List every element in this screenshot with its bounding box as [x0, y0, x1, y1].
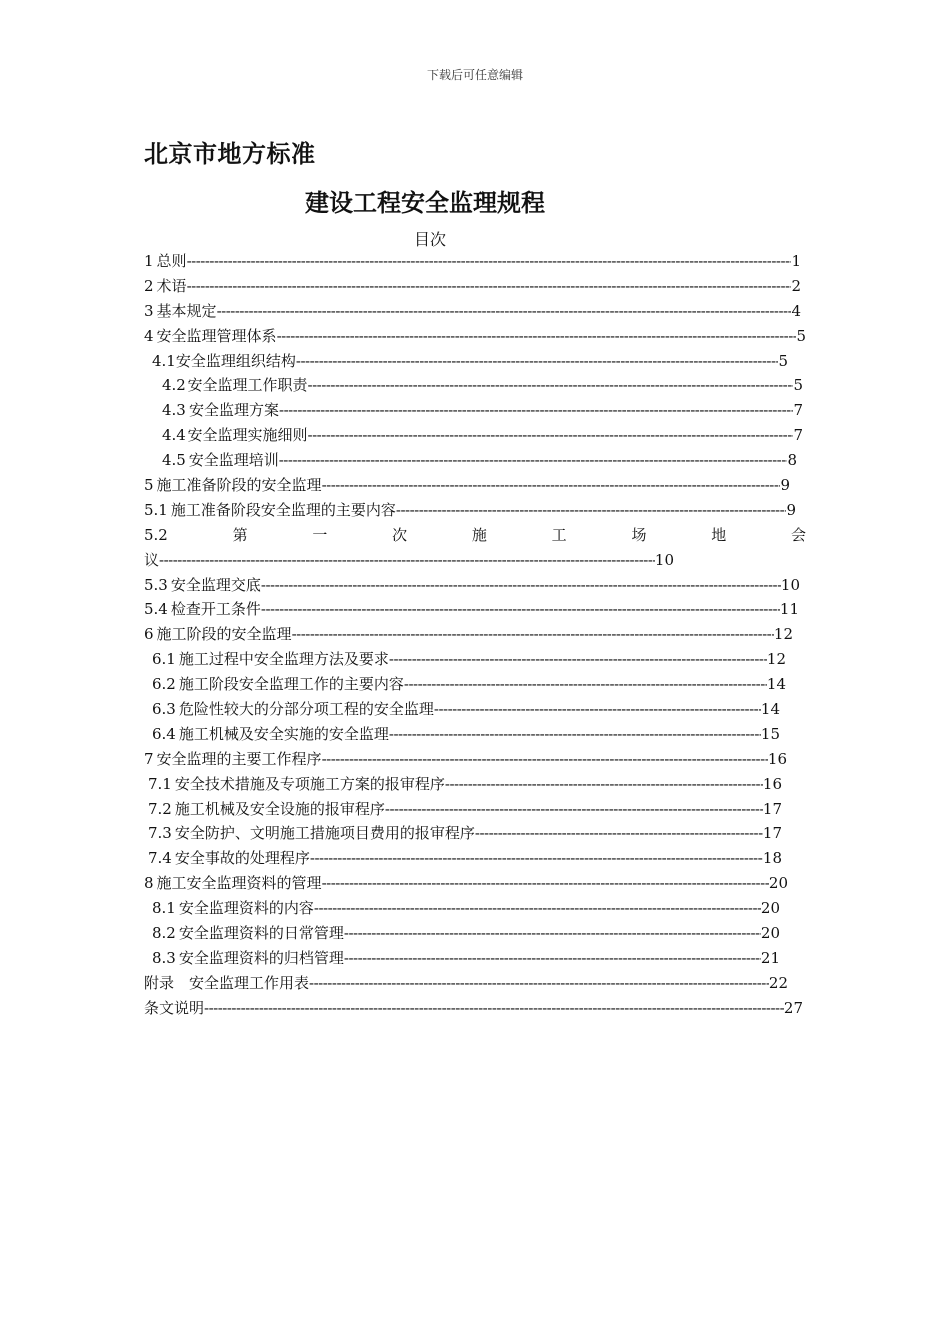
toc-leader: [204, 996, 784, 1021]
toc-entry-number: 8.1: [152, 899, 176, 918]
toc-entry-title-char: 场: [631, 525, 647, 544]
toc-entry-page: 22: [768, 973, 788, 992]
toc-entry-title: 施工安全监理资料的管理: [156, 874, 322, 893]
toc-entry[interactable]: [144, 896, 780, 921]
toc-entry-title: 安全监理工作职责: [187, 376, 308, 395]
toc-leader: [159, 548, 655, 573]
toc-entry-title-char: 一: [312, 525, 328, 544]
toc-entry[interactable]: [144, 523, 806, 573]
toc-entry[interactable]: [144, 747, 787, 772]
toc-entry-number: 5: [144, 476, 154, 495]
toc-entry-title: 施工准备阶段的安全监理: [156, 476, 322, 495]
toc-entry-title-char: 工: [551, 525, 567, 544]
toc-entry-wrap-line: [144, 548, 674, 573]
toc-entry-number: 6: [144, 625, 154, 644]
toc-leader: [187, 274, 792, 299]
toc-entry-title-char: 第: [232, 525, 248, 544]
toc-entry[interactable]: [144, 349, 788, 374]
toc-entry-page: 9: [780, 476, 790, 495]
toc-entry-number: 8: [144, 874, 154, 893]
toc-entry[interactable]: [144, 697, 780, 722]
toc-entry-page: 21: [760, 948, 780, 967]
toc-entry-page: 4: [791, 301, 801, 320]
toc-entry-page: 10: [780, 575, 800, 594]
toc-entry-title: 施工机械及安全设施的报审程序: [174, 799, 385, 818]
toc-entry-title: 安全监理培训: [188, 451, 279, 470]
toc-entry-page: 16: [767, 749, 787, 768]
toc-entry-page: 14: [760, 700, 780, 719]
toc-entry-number: 7.2: [148, 799, 172, 818]
toc-entry-number: 6.1: [152, 650, 176, 669]
toc-leader: [385, 797, 763, 822]
toc-entry[interactable]: [144, 299, 801, 324]
toc-entry-title: 安全监理工作用表: [189, 973, 310, 992]
toc-entry[interactable]: [144, 498, 796, 523]
toc-entry-title: 安全监理的主要工作程序: [156, 749, 322, 768]
toc-entry-title: 施工机械及安全实施的安全监理: [178, 724, 389, 743]
toc-leader: [389, 647, 767, 672]
toc-leader: [322, 473, 781, 498]
toc-leader: [279, 448, 788, 473]
toc-entry-title: 总则: [156, 252, 187, 270]
toc-entry-page: 27: [783, 998, 803, 1017]
toc-entry-number: 4.4: [162, 426, 186, 445]
toc-leader: [308, 423, 794, 448]
toc-leader: [434, 697, 761, 722]
toc-entry-page: 16: [762, 774, 782, 793]
toc-entry[interactable]: [144, 722, 780, 747]
toc-entry[interactable]: [144, 473, 790, 498]
toc-entry[interactable]: [144, 821, 782, 846]
toc-entry-title: 安全监理资料的内容: [178, 899, 314, 918]
toc-entry-page: 8: [787, 451, 797, 470]
toc-entry[interactable]: [144, 448, 797, 473]
toc-leader: [261, 597, 780, 622]
toc-entry-page: 17: [762, 824, 782, 843]
toc-entry-number: 附录: [144, 973, 175, 992]
toc-entry-title-char: 地: [711, 525, 727, 544]
toc-entry[interactable]: [144, 921, 780, 946]
toc-leader: [277, 324, 797, 349]
toc-entry-page: 11: [779, 600, 799, 619]
toc-entry-page: 2: [791, 276, 801, 295]
toc-leader: [187, 249, 792, 274]
toc-entry[interactable]: [144, 573, 800, 598]
toc-entry-page: 7: [793, 426, 803, 445]
toc-entry-title: 基本规定: [156, 301, 217, 320]
toc-entry-page: 5: [778, 351, 788, 370]
table-of-contents: [144, 249, 806, 1021]
toc-leader: [389, 722, 761, 747]
toc-leader: [309, 971, 769, 996]
toc-entry-number: 3: [144, 301, 154, 320]
toc-entry-page: 5: [793, 376, 803, 395]
toc-entry-page: 15: [760, 724, 780, 743]
toc-entry-page: 14: [766, 675, 786, 694]
toc-entry-number: 7.3: [148, 824, 172, 843]
toc-entry-page: 5: [796, 326, 806, 345]
toc-entry-title-char: 施: [471, 525, 487, 544]
toc-entry[interactable]: [144, 622, 793, 647]
toc-entry[interactable]: [144, 871, 788, 896]
toc-entry-title: 施工阶段安全监理工作的主要内容: [178, 675, 404, 694]
toc-entry[interactable]: [144, 423, 803, 448]
toc-entry-title: 术语: [156, 276, 187, 295]
toc-entry-title: 安全监理资料的日常管理: [178, 924, 344, 943]
toc-entry-number: 7.4: [148, 849, 172, 868]
toc-heading: 目次: [413, 230, 446, 249]
toc-entry[interactable]: [144, 996, 803, 1021]
toc-leader: [322, 747, 768, 772]
toc-entry-number: 8.2: [152, 924, 176, 943]
toc-entry-title: 施工阶段的安全监理: [156, 625, 292, 644]
toc-entry-title: 安全监理实施细则: [187, 426, 308, 445]
toc-entry[interactable]: [144, 324, 806, 349]
toc-entry-number: 5.3: [144, 575, 168, 594]
toc-leader: [296, 349, 779, 374]
toc-entry-number: 5.4: [144, 600, 168, 619]
standard-title: 北京市地方标准: [144, 140, 316, 168]
toc-leader: [404, 672, 767, 697]
toc-entry-title-char: 会: [790, 525, 806, 544]
toc-entry[interactable]: [144, 772, 782, 797]
toc-entry-page: 1: [791, 252, 801, 270]
toc-leader: [279, 398, 793, 423]
toc-leader: [308, 373, 794, 398]
toc-entry[interactable]: [144, 274, 801, 299]
toc-entry[interactable]: [144, 971, 788, 996]
toc-entry[interactable]: [144, 398, 803, 423]
toc-leader: [310, 846, 763, 871]
toc-entry-number: 4.2: [162, 376, 186, 395]
toc-entry-page: 17: [762, 799, 782, 818]
toc-entry-number: 5.2: [144, 525, 168, 544]
document-title: 建设工程安全监理规程: [305, 189, 545, 217]
toc-entry-title-tail: 议: [144, 550, 160, 569]
toc-entry-title: 安全监理方案: [189, 401, 280, 420]
toc-entry[interactable]: [144, 373, 803, 398]
toc-entry-title-char: 次: [392, 525, 408, 544]
toc-entry-title: 施工过程中安全监理方法及要求: [178, 650, 389, 669]
toc-entry[interactable]: [144, 647, 786, 672]
toc-entry-title: 安全监理交底: [170, 575, 261, 594]
toc-leader: [396, 498, 787, 523]
toc-leader: [344, 921, 761, 946]
toc-leader: [292, 622, 774, 647]
toc-entry[interactable]: [144, 846, 782, 871]
toc-entry-number: 4.1: [152, 351, 176, 370]
toc-entry-number: 7.1: [148, 774, 172, 793]
toc-entry-title: 检查开工条件: [170, 600, 261, 619]
toc-entry-number: 4: [144, 326, 154, 345]
toc-entry-number: 8.3: [152, 948, 176, 967]
header-note: 下载后可任意编辑: [426, 68, 523, 82]
toc-entry[interactable]: [144, 797, 782, 822]
toc-entry-page: 20: [760, 899, 780, 918]
toc-entry-title: 安全监理管理体系: [156, 326, 277, 345]
toc-entry-number: 4.5: [162, 451, 186, 470]
toc-entry[interactable]: [144, 597, 799, 622]
toc-leader: [261, 573, 781, 598]
toc-leader: [217, 299, 792, 324]
toc-leader: [344, 946, 761, 971]
toc-entry-page: 9: [786, 500, 796, 519]
toc-entry-spread-line: [144, 523, 806, 548]
toc-leader: [445, 772, 763, 797]
toc-entry[interactable]: [144, 672, 786, 697]
toc-entry-title: 条文说明: [144, 998, 205, 1017]
toc-entry-number: 5.1: [144, 500, 168, 519]
toc-entry-title: 安全监理组织结构: [175, 351, 296, 370]
toc-leader: [314, 896, 761, 921]
toc-entry-page: 20: [768, 874, 788, 893]
toc-entry-page: 10: [654, 550, 674, 569]
toc-entry-number: 7: [144, 749, 154, 768]
toc-entry-number: 6.4: [152, 724, 176, 743]
toc-entry-number: 6.2: [152, 675, 176, 694]
toc-entry-title: 安全技术措施及专项施工方案的报审程序: [174, 774, 445, 793]
toc-entry-page: 20: [760, 924, 780, 943]
toc-leader: [322, 871, 769, 896]
toc-leader: [475, 821, 763, 846]
toc-entry-page: 12: [773, 625, 793, 644]
toc-entry-title: 施工准备阶段安全监理的主要内容: [170, 500, 396, 519]
toc-entry-number: 4.3: [162, 401, 186, 420]
toc-entry[interactable]: [144, 946, 780, 971]
toc-entry-page: 7: [793, 401, 803, 420]
toc-entry-page: 12: [766, 650, 786, 669]
toc-entry-title: 安全事故的处理程序: [174, 849, 310, 868]
toc-entry-page: 18: [762, 849, 782, 868]
toc-entry-number: 1: [144, 252, 154, 270]
toc-entry-title: 安全监理资料的归档管理: [178, 948, 344, 967]
toc-entry[interactable]: [144, 249, 801, 274]
toc-entry-title: 安全防护、文明施工措施项目费用的报审程序: [174, 824, 475, 843]
toc-entry-number: 6.3: [152, 700, 176, 719]
toc-entry-title: 危险性较大的分部分项工程的安全监理: [178, 700, 434, 719]
toc-entry-number: 2: [144, 276, 154, 295]
